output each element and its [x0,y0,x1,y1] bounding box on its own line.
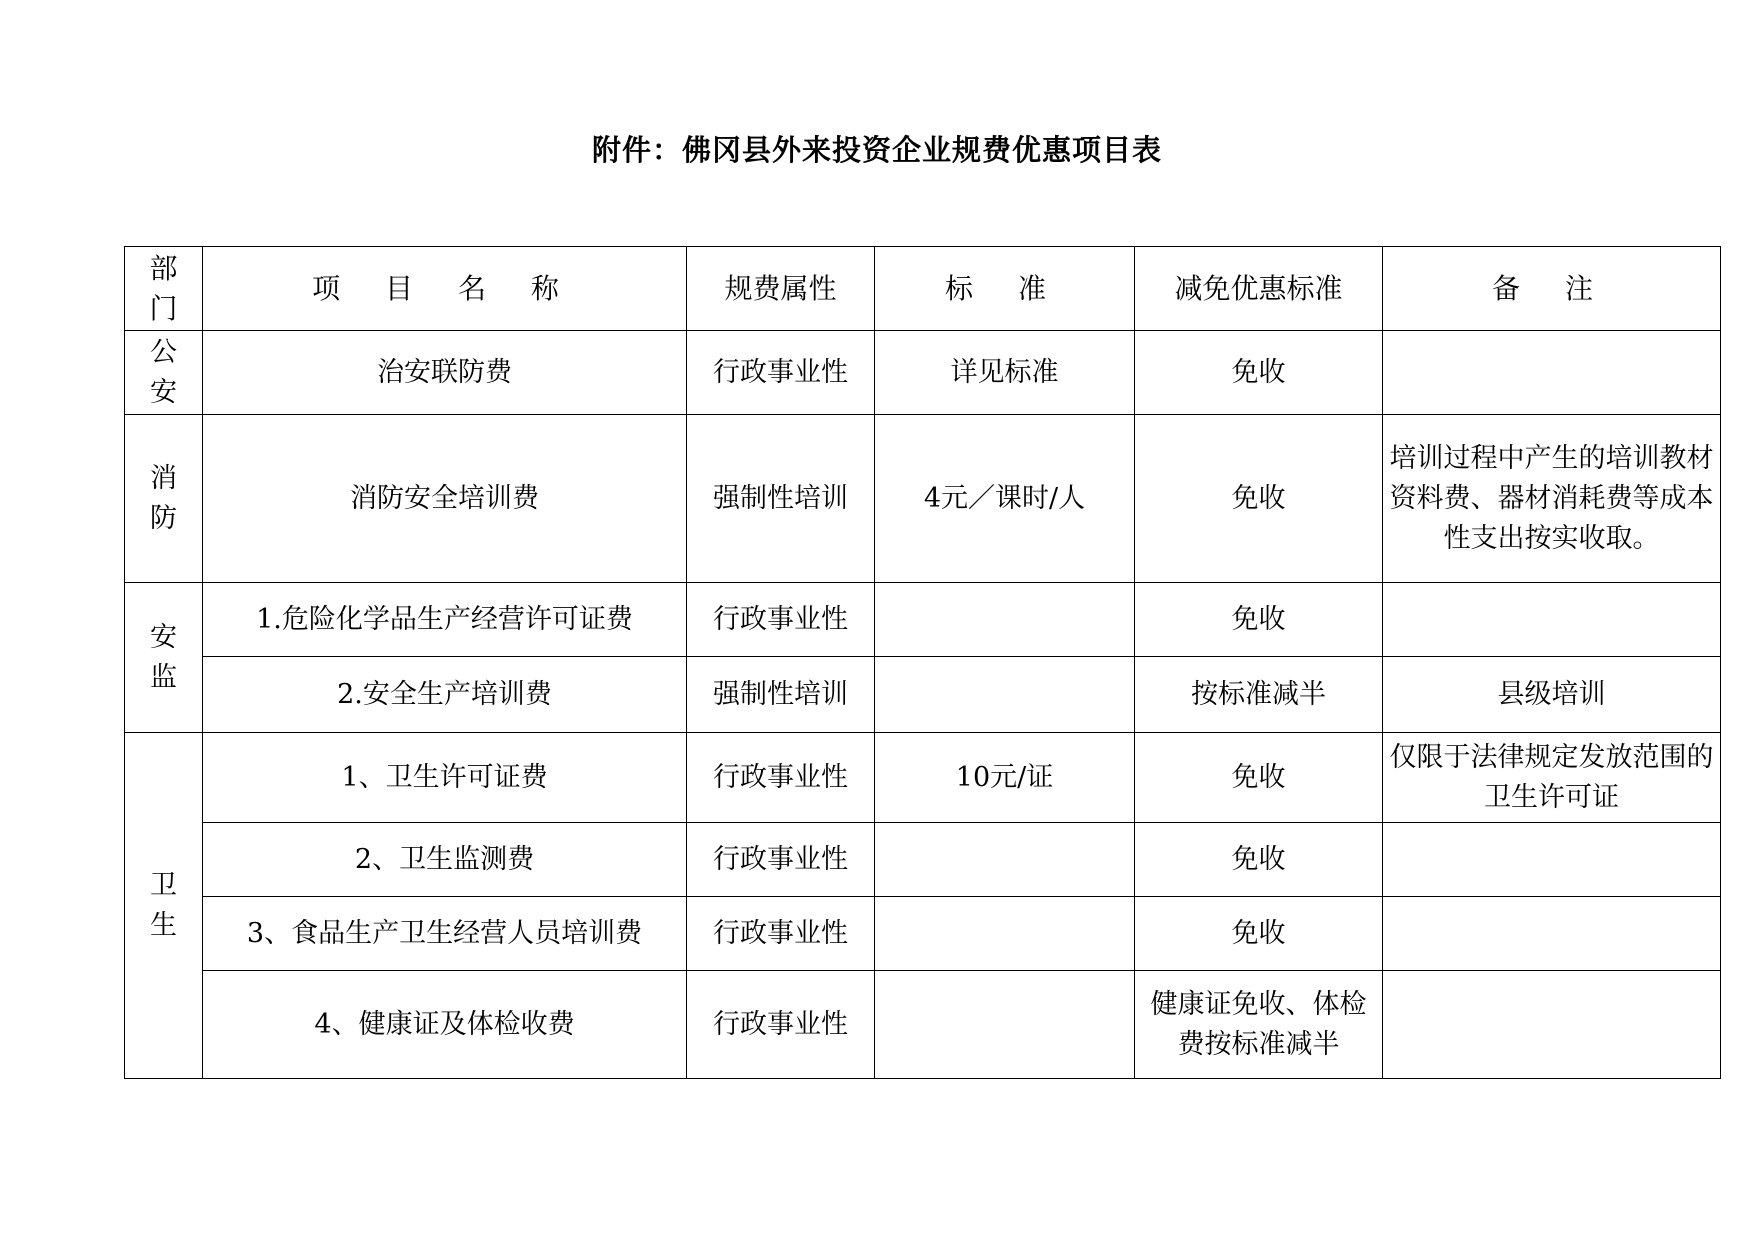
item-cell: 治安联防费 [203,331,687,415]
dept-cell: 公安 [125,331,203,415]
attr-cell: 行政事业性 [687,583,875,657]
discount-cell: 健康证免收、体检费按标准减半 [1135,971,1383,1079]
dept-cell: 安监 [125,583,203,733]
attr-cell: 行政事业性 [687,733,875,823]
remark-cell [1383,971,1721,1079]
item-cell: 消防安全培训费 [203,415,687,583]
standard-cell: 4元／课时/人 [875,415,1135,583]
discount-cell: 免收 [1135,583,1383,657]
remark-cell [1383,823,1721,897]
standard-cell [875,971,1135,1079]
remark-cell: 县级培训 [1383,657,1721,733]
header-standard: 标 准 [875,247,1135,331]
standard-cell [875,897,1135,971]
page-title: 附件：佛冈县外来投资企业规费优惠项目表 [591,133,1162,167]
header-dept: 部门 [125,247,203,331]
item-cell: 2、卫生监测费 [203,823,687,897]
fee-table [124,246,1721,1079]
remark-cell [1383,897,1721,971]
standard-cell [875,583,1135,657]
standard-cell [875,657,1135,733]
attr-cell: 强制性培训 [687,415,875,583]
discount-cell: 免收 [1135,897,1383,971]
table-row [125,733,1721,823]
discount-cell: 免收 [1135,331,1383,415]
item-cell: 4、健康证及体检收费 [203,971,687,1079]
table-row [125,823,1721,897]
attr-cell: 行政事业性 [687,971,875,1079]
attr-cell: 行政事业性 [687,331,875,415]
discount-cell: 按标准减半 [1135,657,1383,733]
table-row [125,657,1721,733]
header-row [125,247,1721,331]
discount-cell: 免收 [1135,733,1383,823]
attr-cell: 强制性培训 [687,657,875,733]
standard-cell [875,823,1135,897]
header-remark: 备 注 [1383,247,1721,331]
item-cell: 1、卫生许可证费 [203,733,687,823]
standard-cell: 10元/证 [875,733,1135,823]
attr-cell: 行政事业性 [687,897,875,971]
table-row [125,583,1721,657]
item-cell: 1.危险化学品生产经营许可证费 [203,583,687,657]
attr-cell: 行政事业性 [687,823,875,897]
discount-cell: 免收 [1135,415,1383,583]
table-row [125,897,1721,971]
header-attr: 规费属性 [687,247,875,331]
table-row [125,331,1721,415]
discount-cell: 免收 [1135,823,1383,897]
dept-cell: 卫生 [125,733,203,1079]
remark-cell [1383,331,1721,415]
item-cell: 3、食品生产卫生经营人员培训费 [203,897,687,971]
item-cell: 2.安全生产培训费 [203,657,687,733]
header-item: 项 目 名 称 [203,247,687,331]
header-discount: 减免优惠标准 [1135,247,1383,331]
table-row [125,415,1721,583]
remark-cell: 仅限于法律规定发放范围的卫生许可证 [1383,733,1721,823]
standard-cell: 详见标准 [875,331,1135,415]
remark-cell [1383,583,1721,657]
table-row [125,971,1721,1079]
dept-cell: 消防 [125,415,203,583]
remark-cell: 培训过程中产生的培训教材资料费、器材消耗费等成本性支出按实收取。 [1383,415,1721,583]
